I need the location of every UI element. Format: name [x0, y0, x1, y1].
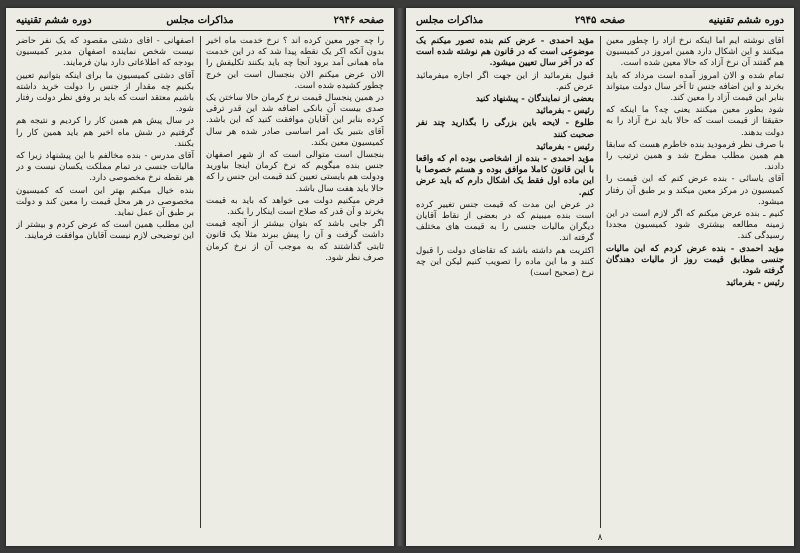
paragraph: بعضی از نمایندگان - پیشنهاد کنید	[475, 94, 594, 105]
left-page-header	[16, 14, 384, 31]
paragraph: طلوع - لایحه باین بزرگی را بگذارید چند نفر صحبت کنند	[416, 118, 594, 140]
right-page-footer: ۸	[597, 533, 603, 543]
paragraph: تمام شده و الان امروز آمده است مرداد که باید بخرند و این اضافه جنس تا آخر سال دولت میتواند بنابر این قیمت آزاد را معین کند.	[606, 70, 784, 104]
right-page-number: صفحه ۲۹۴۵	[574, 15, 626, 26]
paragraph: را چه جور معین کرده اند ؟ نرخ خدمت ماه اخیر بدون آنکه اکر یک نقطه پیدا شد که در این خدمت ماه همانی آمد برود آنجا چه باید بکنند تکلیفش را الان عرض میکنم الان بنجسال است این خرج چطور کشیده شده است.	[206, 36, 384, 91]
paragraph: مؤید احمدی - بنده عرض کردم که این مالیات جنسی مطابق قیمت روز از مالیات دهندگان گرفته شود.	[606, 243, 784, 277]
paragraph: آقای نوشته ایم اما اینکه نرخ آزاد را چطور معین میکنند و این اشکال دارد همین امروز در کمیسیون هم گفتند آن نرخ آزاد که حالا معین شده است.	[606, 36, 784, 69]
left-page-session: دوره ششم تقنینیه	[16, 15, 92, 26]
paragraph: مؤید احمدی - بنده از اشخاصی بوده ام که واقعا با این قانون کاملا موافق بوده و هستم خصوصا با این ماده اول فقط یک اشکال دارم که باید عرض کنم.	[416, 154, 594, 198]
left-page	[6, 8, 394, 546]
paragraph: اگر جایی باشد که بتوان بیشتر از آنچه قیمت داشت گرفت و آن را پیش ببرند مثلا یک قانون ثابتی گذاشتند که به موجب آن از نرخ کرمان صرف نظر شود.	[206, 219, 384, 263]
paragraph: در همین پنجسال قیمت نرخ کرمان حالا ساختن یک صدی بیست آن بانکی اضافه شد این قدر ترقی کرده بنابر این آقایان موافقت کنید که این باشد. آقای بتبیر یک امر اساسی صادر شده هر سال کمیسیون معین بکند.	[206, 93, 384, 148]
paragraph: رئیس - بفرمائید	[536, 106, 594, 117]
paragraph: اصفهانی - آقای دشتی مقصود که یک نفر حاضر نیست شخص نماینده اصفهان مدیر کمیسیون بودجه که اطلاعاتی دارد بیان فرمایند.	[16, 36, 194, 69]
paragraph: قبول بفرمائید از این جهت اگر اجازه میفرمائید عرض کنم.	[416, 70, 594, 92]
paragraph: آقای مدرس - بنده مخالفم با این پیشنهاد زیرا که مالیات جنسی در تمام مملکت یکسان نیست و در هر نقطه نرخ مخصوصی دارد.	[16, 151, 194, 184]
paragraph: بنجسال است متوالی است که از شهر اصفهان جنس بنده میگویم که نرخ کرمان اینجا بیاورید ودولت هم بایستی تعیین کند قیمت این جنس را که حالا باید هفت سال باشد.	[206, 150, 384, 194]
paragraph: رئیس - بفرمائید	[726, 278, 784, 289]
paragraph: مؤید احمدی - عرض کنم بنده تصور میکنم یک موضوعی است که در قانون هم نوشته شده است که در آخر سال تعیین میشود.	[416, 36, 594, 69]
book-gutter	[394, 8, 406, 546]
paragraph: در عرض این مدت که قیمت جنس تغییر کرده است بنده میبینم که در بعضی از نقاط آقایان دیگران مالیات جنسی را به قیمت های مختلف گرفته اند.	[416, 199, 594, 244]
paragraph: فرض میکنیم دولت می خواهد که باید به قیمت بخرند و آن قدر که صلاح است اینکار را بکند.	[206, 195, 384, 218]
right-page-title: مذاکرات مجلس	[416, 15, 484, 26]
paragraph: آقای یاسائی - بنده عرض کنم که این قیمت را کمیسیون در مرکز معین میکند و بر طبق آن رفتار میشود.	[606, 174, 784, 207]
left-page-title: مذاکرات مجلس	[166, 15, 234, 26]
paragraph: آقای دشتی کمیسیون ما برای اینکه بتوانیم تعیین بکنیم چه مقدار از جنس را دولت خرید داشته باشیم معتقد است که باید بر وفق نظر دولت رفتار شود.	[16, 70, 194, 115]
right-page-body	[416, 36, 784, 528]
right-page-session: دوره ششم تقنینیه	[708, 15, 784, 26]
paragraph: با صرف نظر فرمودید بنده خاطرم هست که سابقا هم همین مطلب مطرح شد و همین ترتیب را دادند.	[606, 139, 784, 173]
left-page-number: صفحه ۲۹۴۶	[333, 15, 384, 26]
right-page	[406, 8, 794, 546]
paragraph: کنیم ـ بنده عرض میکنم که اگر لازم است در این زمینه مطالعه بیشتری شود کمیسیون مجددا رسیدگی کند.	[606, 209, 784, 242]
right-page-header	[416, 14, 784, 31]
paragraph: اکثریت هم داشته باشد که تقاضای دولت را قبول کنند و ما این ماده را تصویب کنیم لیکن این چه نرخ (صحیح است)	[416, 245, 594, 279]
left-page-body	[16, 36, 384, 528]
paragraph: رئیس - بفرمائید	[536, 141, 594, 152]
paragraph: بنده خیال میکنم بهتر این است که کمیسیون مخصوصی در هر محل قیمت را معین کند و دولت بر طبق آن عمل نماید.	[16, 185, 194, 219]
paragraph: شود بطور معین میکنند یعنی چه؟ ما اینکه که حقیقتا از قیمت است که حالا باید نرخ آزاد را به دولت بدهند.	[606, 105, 784, 138]
paragraph: در سال پیش هم همین کار را کردیم و نتیجه هم گرفتیم در شش ماه اخیر هم باید همین کار را بکنند.	[16, 116, 194, 149]
paragraph: این مطلب همین است که عرض کردم و بیشتر از این توضیحی لازم نیست آقایان موافقت فرمایند.	[16, 220, 194, 242]
